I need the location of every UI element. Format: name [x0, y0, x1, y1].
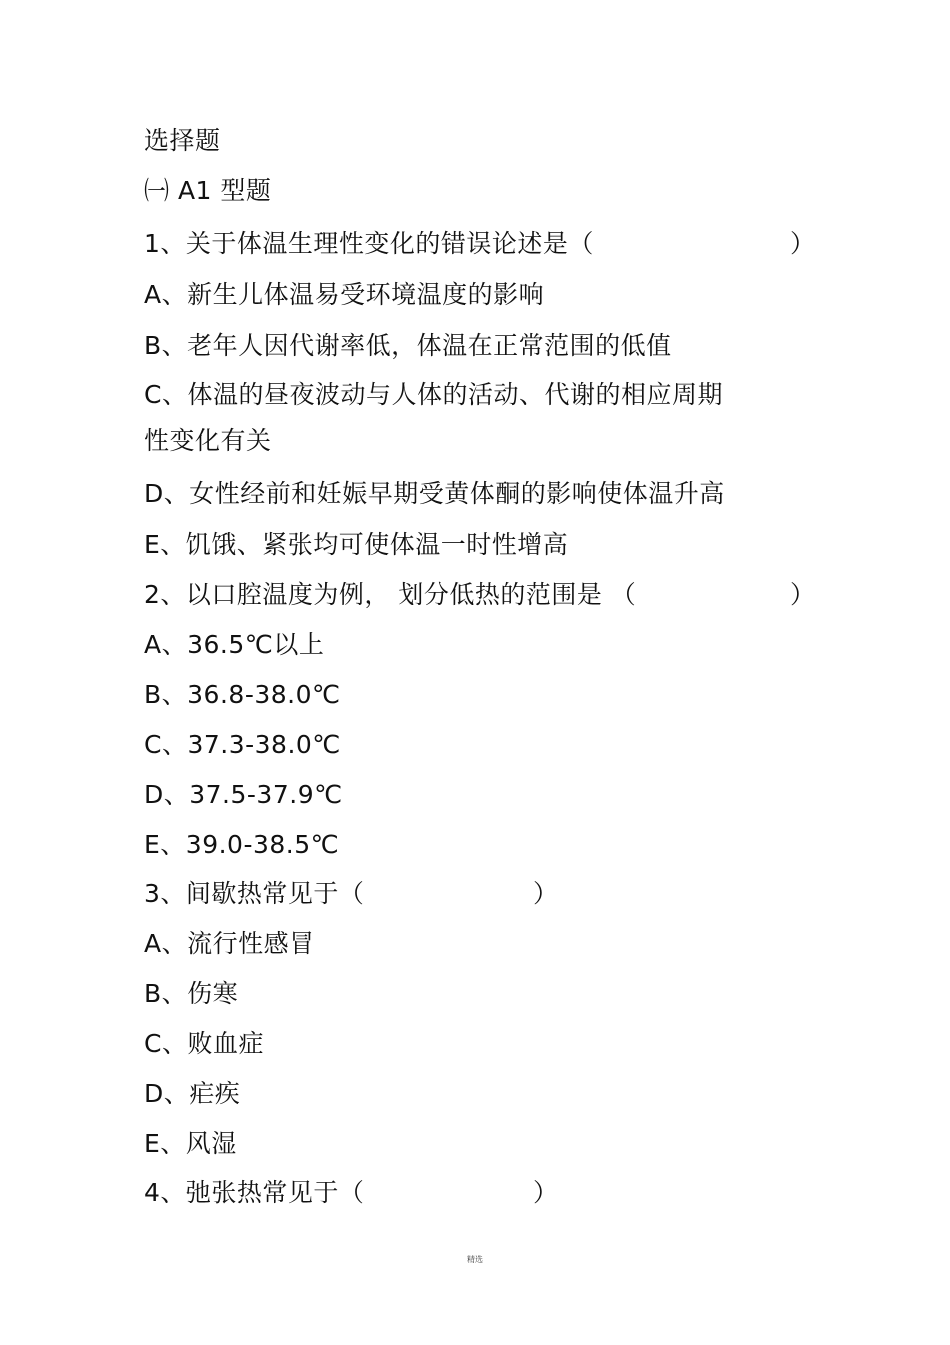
question-1-option-c: C、体温的昼夜波动与人体的活动、代谢的相应周期 — [144, 380, 723, 409]
question-4-close-paren: ） — [533, 1178, 559, 1207]
question-2-option-e: E、39.0-38.5℃ — [144, 830, 340, 859]
question-1-option-d: D、女性经前和妊娠早期受黄体酮的影响使体温升高 — [144, 479, 725, 508]
question-3-close-paren: ） — [533, 879, 559, 908]
question-1-option-a: A、新生儿体温易受环境温度的影响 — [144, 280, 545, 309]
question-2-close-paren: ） — [790, 580, 816, 609]
section-title: 选择题 — [144, 126, 221, 155]
question-2-option-c: C、37.3-38.0℃ — [144, 730, 341, 759]
question-3-option-c: C、败血症 — [144, 1029, 264, 1058]
question-1-close-paren: ） — [790, 229, 816, 258]
question-2-option-b: B、36.8-38.0℃ — [144, 680, 341, 709]
question-1-stem: 1、关于体温生理性变化的错误论述是（ — [144, 229, 594, 258]
question-3-option-b: B、伤寒 — [144, 979, 239, 1008]
question-4-stem: 4、弛张热常见于（ — [144, 1178, 365, 1207]
question-3-option-e: E、风湿 — [144, 1129, 237, 1158]
page-footer: 精选 — [467, 1255, 483, 1264]
question-2-stem: 2、以口腔温度为例， 划分低热的范围是 （ — [144, 580, 637, 609]
question-2-option-a: A、36.5℃以上 — [144, 630, 325, 659]
subsection-title: ㈠ A1 型题 — [144, 176, 272, 205]
question-1-option-b: B、老年人因代谢率低，体温在正常范围的低值 — [144, 331, 672, 360]
question-3-stem: 3、间歇热常见于（ — [144, 879, 365, 908]
question-3-option-a: A、流行性感冒 — [144, 929, 315, 958]
question-2-option-d: D、37.5-37.9℃ — [144, 780, 343, 809]
question-3-option-d: D、疟疾 — [144, 1079, 241, 1108]
question-1-option-c-cont: 性变化有关 — [144, 426, 272, 455]
question-1-option-e: E、饥饿、紧张均可使体温一时性增高 — [144, 530, 569, 559]
